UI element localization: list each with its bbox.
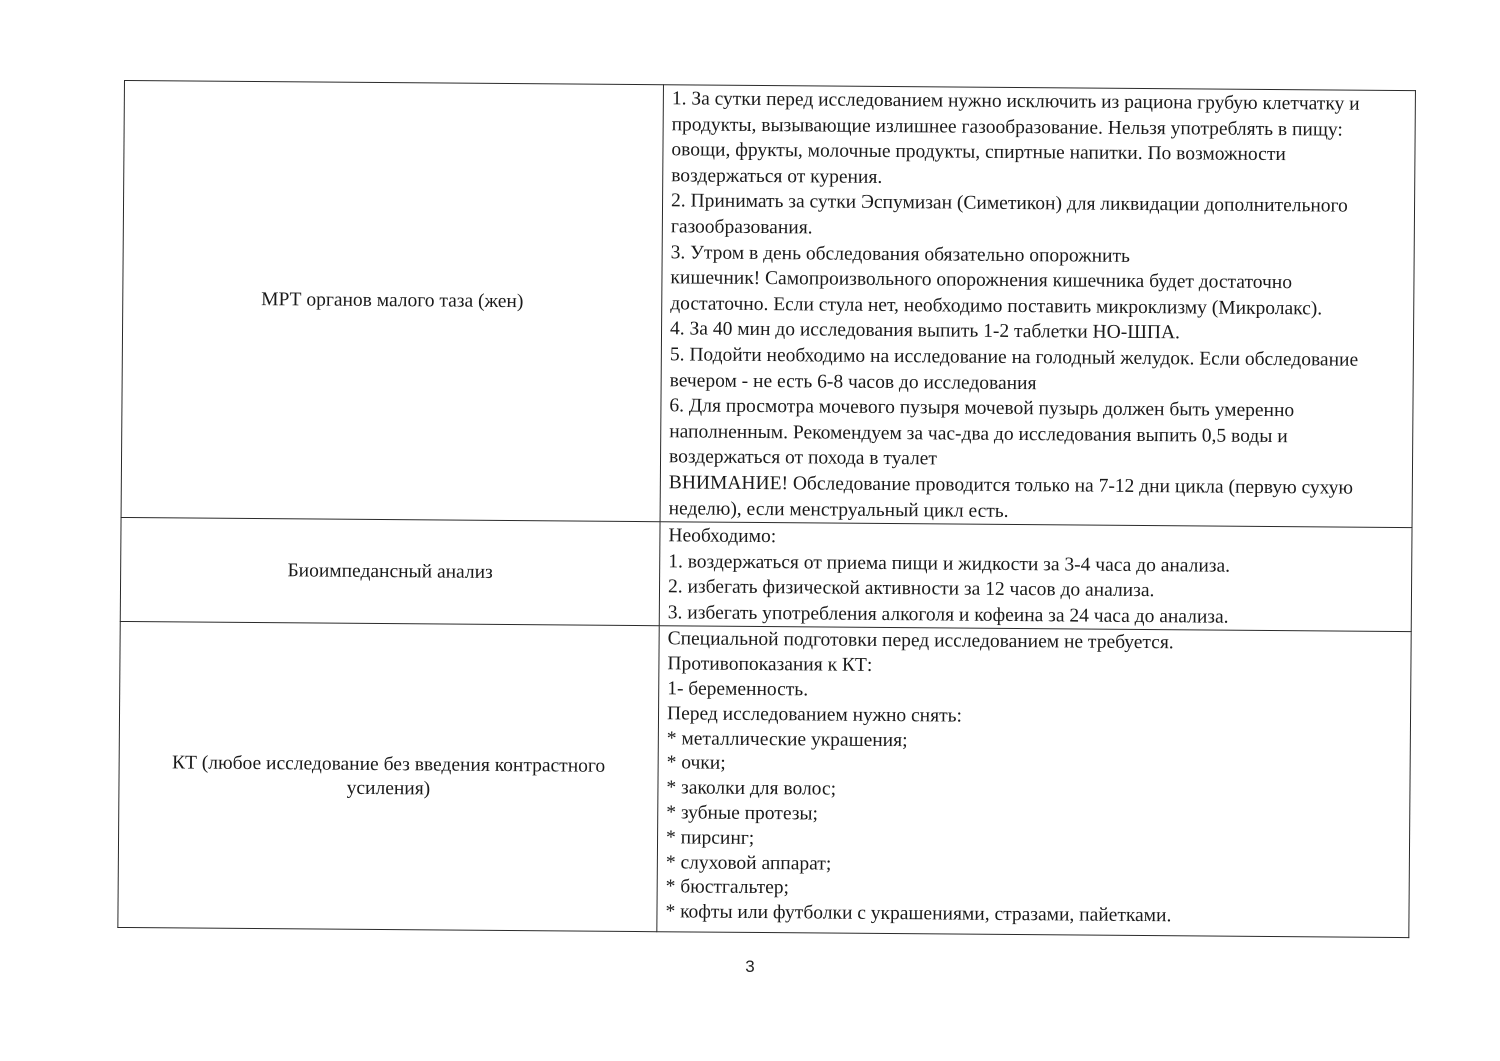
instruction-line: * металлические украшения; (666, 727, 908, 751)
table-row-ct (118, 622, 1411, 938)
instruction-line: наполненным. Рекомендуем за час-два до исследования выпить 0,5 воды и (669, 421, 1288, 447)
instruction-line: * очки; (666, 752, 726, 775)
procedure-name-line: усиления) (346, 777, 431, 800)
instruction-line: воздержаться от похода в туалет (668, 446, 937, 470)
instruction-line: ВНИМАНИЕ! Обследование проводится только на 7-12 дни цикла (первую сухую (668, 472, 1354, 499)
instruction-line: 1. За сутки перед исследованием нужно исключить из рациона грубую клетчатку и (671, 88, 1360, 115)
instruction-line: Противопоказания к КТ: (667, 653, 873, 677)
instruction-line: * кофты или футболки с украшениями, стразами, пайетками. (665, 901, 1172, 927)
instructions-mrt (660, 85, 1415, 528)
instruction-line: достаточно. Если стула нет, необходимо поставить микроклизму (Микролакс). (670, 293, 1323, 320)
instruction-line: воздержаться от курения. (671, 165, 883, 188)
instruction-line: * бюстгальтер; (665, 876, 790, 899)
instruction-line: 6. Для просмотра мочевого пузыря мочевой пузырь должен быть умеренно (669, 395, 1295, 422)
instruction-line: * заколки для волос; (666, 777, 837, 800)
instruction-line: продукты, вызывающие излишнее газообразование. Нельзя употреблять в пищу: (671, 113, 1343, 141)
instruction-line: 3. избегать употребления алкоголя и кофеина за 24 часа до анализа. (667, 602, 1229, 628)
procedure-name-bioimpedance: Биоимпедансный анализ (120, 518, 660, 627)
procedure-name-ct (118, 622, 659, 932)
instruction-line: * слуховой аппарат; (665, 851, 832, 875)
preparation-table (117, 80, 1416, 939)
instruction-line: Перед исследованием нужно снять: (666, 703, 963, 727)
instructions-bioimpedance (659, 522, 1412, 632)
table-row-bioimpedance (120, 518, 1412, 633)
instruction-line: 1- беременность. (667, 678, 809, 701)
instruction-line: вечером - не есть 6-8 часов до исследования (669, 369, 1037, 394)
instruction-line: 5. Подойти необходимо на исследование на голодный желудок. Если обследование (669, 344, 1359, 371)
instruction-line: 3. Утром в день обследования обязательно опорожнить (670, 241, 1131, 267)
instruction-line: 2. Принимать за сутки Эспумизан (Симетикон) для ликвидации дополнительного (670, 190, 1348, 217)
instruction-line: 2. избегать физической активности за 12 часов до анализа. (667, 576, 1155, 602)
instruction-line: кишечник! Самопроизвольного опорожнения кишечника будет достаточно (670, 267, 1293, 294)
instruction-line: газообразования. (670, 216, 813, 239)
page-number: 3 (745, 957, 755, 976)
instruction-line: 4. За 40 мин до исследования выпить 1-2 таблетки НО-ШПА. (669, 318, 1181, 344)
procedure-name-line: КТ (любое исследование без введения контрастного (171, 752, 606, 777)
table-row-mrt (121, 81, 1415, 528)
instruction-line: 1. воздержаться от приема пищи и жидкости за 3-4 часа до анализа. (668, 550, 1231, 577)
instruction-line: неделю), если менструальный цикл есть. (668, 497, 1009, 522)
instruction-line: Необходимо: (668, 525, 777, 548)
procedure-name-mrt: МРТ органов малого таза (жен) (121, 81, 663, 522)
instruction-line: овощи, фрукты, молочные продукты, спиртные напитки. По возможности (671, 139, 1286, 166)
instruction-line: * пирсинг; (665, 827, 755, 849)
instruction-line: * зубные протезы; (666, 802, 819, 825)
instruction-line: Специальной подготовки перед исследованием не требуется. (667, 628, 1174, 654)
instructions-ct (657, 626, 1411, 938)
